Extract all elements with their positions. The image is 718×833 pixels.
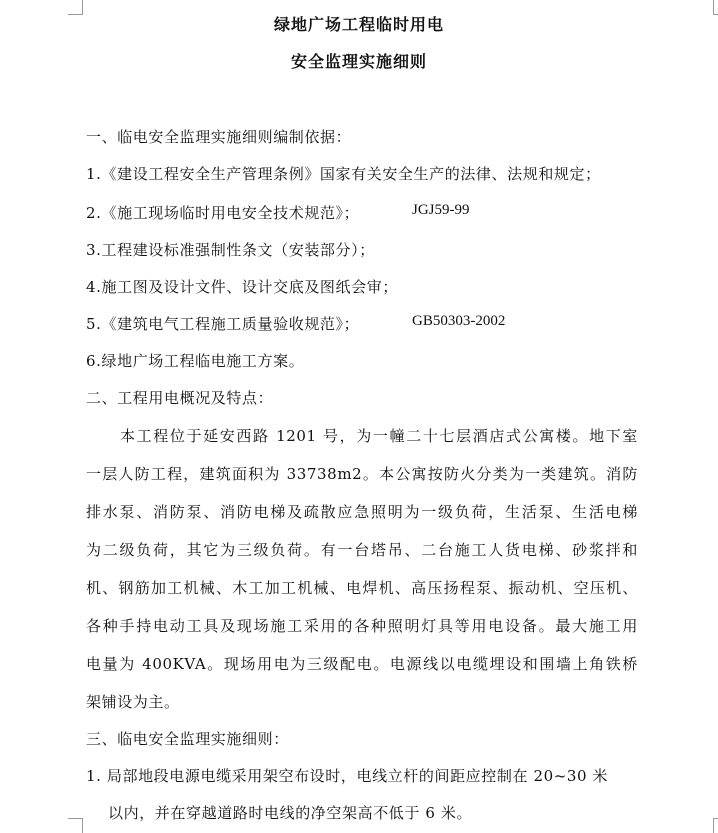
- standard-code-gb: GB50303-2002: [412, 313, 506, 329]
- basis-item-5: 5.《建筑电气工程施工质量验收规范》；: [86, 315, 360, 333]
- section-heading-2: 二、工程用电概况及特点：: [86, 389, 274, 407]
- basis-item-3: 3.工程建设标准强制性条文（安装部分）；: [86, 241, 375, 259]
- basis-item-4: 4.施工图及设计文件、设计交底及图纸会审；: [86, 278, 398, 296]
- overview-paragraph-line: 为二级负荷，其它为三级负荷。有一台塔吊、二台施工人货电梯、砂浆拌和: [86, 541, 638, 559]
- basis-item-1: 1.《建设工程安全生产管理条例》国家有关安全生产的法律、法规和规定；: [86, 165, 601, 183]
- basis-item-2: 2.《施工现场临时用电安全技术规范》；: [86, 204, 360, 222]
- rule-item-1: 1. 局部地段电源电缆采用架空布设时，电线立杆的间距应控制在 20~30 米: [86, 767, 609, 785]
- document-subtitle: 安全监理实施细则: [290, 52, 427, 71]
- section-heading-1: 一、临电安全监理实施细则编制依据：: [86, 128, 352, 146]
- overview-paragraph-line: 电量为 400KVA。现场用电为三级配电。电源线以电缆埋设和围墙上角铁桥: [86, 655, 638, 673]
- overview-paragraph-line: 本工程位于延安西路 1201 号，为一幢二十七层酒店式公寓楼。地下室: [120, 427, 638, 445]
- document-title: 绿地广场工程临时用电: [273, 15, 444, 34]
- overview-paragraph-line: 排水泵、消防泵、消防电梯及疏散应急照明为一级负荷，生活泵、生活电梯: [86, 503, 638, 521]
- basis-item-6: 6.绿地广场工程临电施工方案。: [86, 352, 305, 370]
- overview-paragraph-line: 机、钢筋加工机械、木工加工机械、电焊机、高压扬程泵、振动机、空压机、: [86, 579, 638, 597]
- overview-paragraph-line: 各种手持电动工具及现场施工采用的各种照明灯具等用电设备。最大施工用: [86, 617, 638, 635]
- standard-code-jgj: JGJ59-99: [412, 202, 470, 218]
- section-heading-3: 三、临电安全监理实施细则：: [86, 730, 289, 748]
- overview-paragraph-line: 一层人防工程，建筑面积为 33738m2。本公寓按防火分类为一类建筑。消防: [86, 465, 638, 483]
- margin-corner-mark: [68, 818, 83, 833]
- rule-item-1-continuation: 以内，并在穿越道路时电线的净空架高不低于 6 米。: [108, 804, 473, 822]
- overview-paragraph-line: 架铺设为主。: [86, 693, 180, 711]
- margin-corner-mark: [713, 818, 718, 833]
